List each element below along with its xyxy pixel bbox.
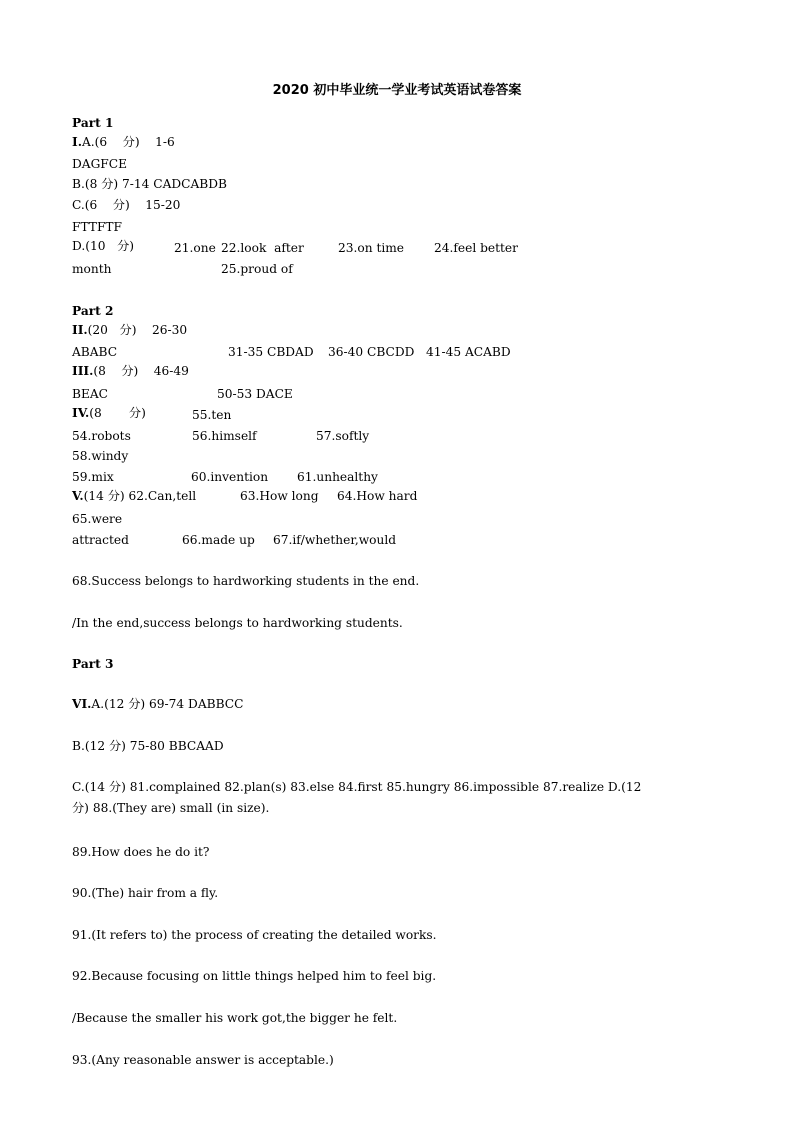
answer-55: 55.ten	[192, 408, 232, 422]
answer-63: 63.How long	[240, 489, 319, 503]
answer-56: 56.himself	[192, 429, 257, 443]
section-I-label: I.	[72, 135, 82, 149]
section-VI-line	[72, 697, 243, 711]
answer-57: 57.softly	[316, 429, 370, 443]
answer-68: 68.Success belongs to hardworking students in the end.	[72, 574, 420, 588]
answers-50-53: 50-53 DACE	[217, 387, 293, 401]
part1-heading: Part 1	[72, 116, 114, 130]
section-I-D-label: D.(10 分)	[72, 239, 135, 253]
answer-93: 93.(Any reasonable answer is acceptable.)	[72, 1053, 334, 1067]
section-II-line	[72, 323, 187, 337]
section-III-points: (8 分) 46-49	[93, 364, 189, 378]
answer-64: 64.How hard	[337, 489, 418, 503]
answers-26-30: ABABC	[72, 345, 118, 359]
section-IV-line	[72, 406, 146, 420]
answers-46-49: BEAC	[72, 387, 108, 401]
answer-68-alt: /In the end,success belongs to hardworking students.	[72, 616, 403, 630]
section-II-points: (20 分) 26-30	[87, 323, 188, 337]
answer-59: 59.mix	[72, 470, 114, 484]
answer-92-alt: /Because the smaller his work got,the bigger he felt.	[72, 1011, 398, 1025]
answers-31-35: 31-35 CBDAD	[228, 345, 314, 359]
answer-61: 61.unhealthy	[297, 470, 378, 484]
answers-36-40: 36-40 CBCDD	[328, 345, 415, 359]
section-I-A-label: A.(6 分) 1-6	[81, 135, 175, 149]
answer-90: 90.(The) hair from a fly.	[72, 886, 219, 900]
answers-15-20: FTTFTF	[72, 220, 122, 234]
answer-66: 66.made up	[182, 533, 255, 547]
section-I-line	[72, 135, 175, 149]
section-VI-label: VI.	[72, 697, 92, 711]
section-III-line	[72, 364, 189, 378]
answer-22: 22.look after	[221, 241, 304, 255]
answer-65-continued: attracted	[72, 533, 129, 547]
answer-54: 54.robots	[72, 429, 131, 443]
answer-58: 58.windy	[72, 449, 129, 463]
section-VI-C-line: C.(14 分) 81.complained 82.plan(s) 83.else 84.first 85.hungry 86.impossible 87.realize D.(12	[72, 780, 642, 794]
section-I-C-line: C.(6 分) 15-20	[72, 198, 181, 212]
answer-67: 67.if/whether,would	[273, 533, 397, 547]
answer-60: 60.invention	[191, 470, 269, 484]
section-III-label: III.	[72, 364, 94, 378]
section-II-label: II.	[72, 323, 88, 337]
answer-24: 24.feel better	[434, 241, 518, 255]
section-V-line	[72, 489, 196, 503]
answer-89: 89.How does he do it?	[72, 845, 210, 859]
answer-88: 分) 88.(They are) small (in size).	[72, 801, 270, 815]
answer-21: 21.one	[174, 241, 216, 255]
section-VI-B-line: B.(12 分) 75-80 BBCAAD	[72, 739, 224, 753]
section-I-B-line: B.(8 分) 7-14 CADCABDB	[72, 177, 227, 191]
section-VI-A: A.(12 分) 69-74 DABBCC	[91, 697, 244, 711]
part2-heading: Part 2	[72, 304, 114, 318]
section-V-label: V.	[72, 489, 84, 503]
section-V-62: (14 分) 62.Can,tell	[83, 489, 197, 503]
answer-25: 25.proud of	[221, 262, 293, 276]
answer-21-continued: month	[72, 262, 112, 276]
answers-41-45: 41-45 ACABD	[426, 345, 511, 359]
section-IV-points: (8 分)	[89, 406, 146, 420]
answer-91: 91.(It refers to) the process of creating the detailed works.	[72, 928, 437, 942]
answers-1-6: DAGFCE	[72, 157, 127, 171]
document-title: 2020 初中毕业统一学业考试英语试卷答案	[272, 83, 522, 98]
answer-92: 92.Because focusing on little things helped him to feel big.	[72, 969, 437, 983]
answer-65: 65.were	[72, 512, 123, 526]
part3-heading: Part 3	[72, 657, 114, 671]
answer-23: 23.on time	[338, 241, 405, 255]
section-IV-label: IV.	[72, 406, 90, 420]
